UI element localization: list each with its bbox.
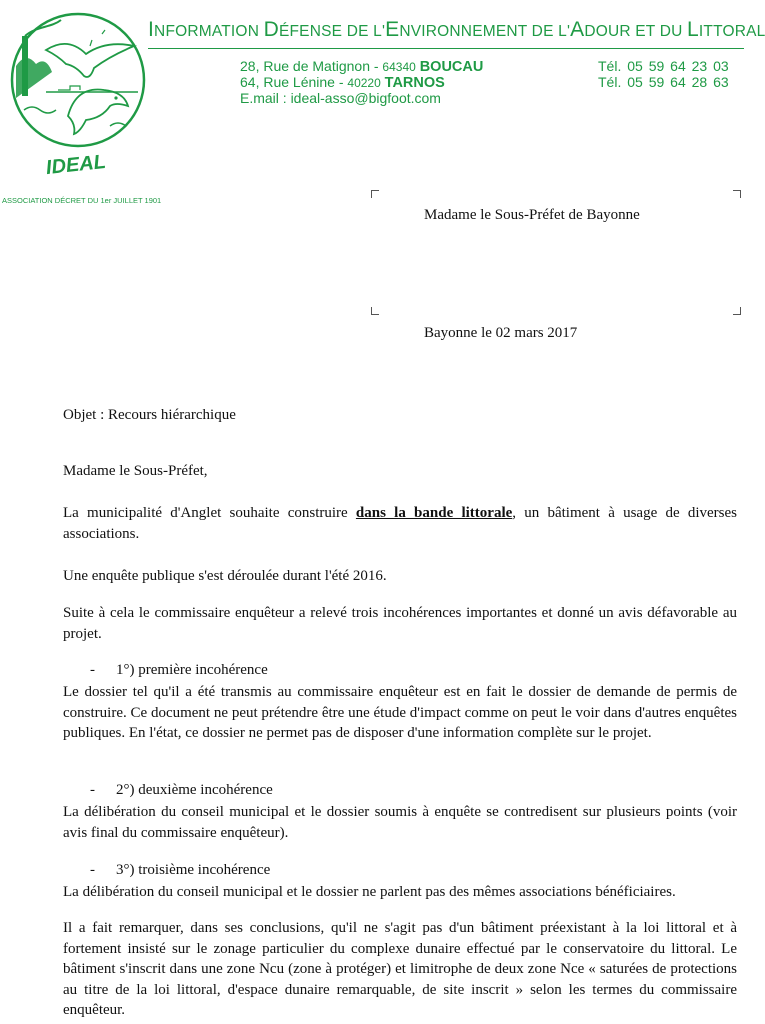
logo-text: IDEAL bbox=[44, 150, 107, 180]
item-text-1: Le dossier tel qu'il a été transmis au commissaire enquêteur est en fait le dossier de demande de permis de construire. Ce document ne peut prétendre être une étude d'impact comme on peut le voir dans d'autres enquêtes publiques. En l'état, ce dossier ne permet pas de disposer d'une information complète sur le projet. bbox=[63, 684, 737, 742]
phone-tarnos: Tél. 05 59 64 28 63 bbox=[598, 74, 729, 90]
letterhead-rule bbox=[148, 48, 744, 49]
subject-line: Objet : Recours hiérarchique bbox=[63, 407, 236, 423]
item-text-3: La délibération du conseil municipal et le dossier ne parlent pas des mêmes associations bénéficiaires. bbox=[63, 884, 676, 900]
paragraph-conclusions: Il a fait remarquer, dans ses conclusions, qu'il ne s'agit pas d'un bâtiment préexistant à la loi littoral et à fortement insisté sur le zonage particulier du complexe dunaire effectué par le conservatoire du littoral. Le bâtiment s'inscrit dans une zone Ncu (zone à protéger) et limitrophe de deux zone Nce « saturées de protections au titre de la loi littoral, d'espace dunaire remarquable, de site inscrit » selon les termes du commissaire enquêteur. bbox=[63, 920, 737, 1019]
item-title-2: - 2°) deuxième incohérence bbox=[90, 782, 273, 798]
item-text-2: La délibération du conseil municipal et le dossier soumis à enquête se contredisent sur plusieurs points (voir avis final du commissaire enquêteur). bbox=[63, 804, 737, 841]
window-corner-top-right bbox=[733, 190, 741, 198]
recipient: Madame le Sous-Préfet de Bayonne bbox=[424, 207, 640, 223]
item-title-1: - 1°) première incohérence bbox=[90, 662, 268, 678]
window-corner-bottom-right bbox=[733, 307, 741, 315]
salutation: Madame le Sous-Préfet, bbox=[63, 463, 208, 479]
item-title-3: - 3°) troisième incohérence bbox=[90, 862, 271, 878]
paragraph-project: La municipalité d'Anglet souhaite construire dans la bande littorale, un bâtiment à usage de diverses associations. bbox=[63, 505, 737, 542]
association-name: INFORMATION DÉFENSE DE L'ENVIRONNEMENT DE L'ADOUR ET DU LITTORAL bbox=[148, 18, 765, 41]
date-line: Bayonne le 02 mars 2017 bbox=[424, 325, 578, 341]
window-corner-bottom-left bbox=[371, 307, 379, 315]
address-tarnos: 64, Rue Lénine - 40220 TARNOS bbox=[240, 74, 445, 91]
phone-boucau: Tél. 05 59 64 23 03 bbox=[598, 58, 729, 74]
address-boucau: 28, Rue de Matignon - 64340 BOUCAU bbox=[240, 58, 484, 75]
paragraph-avis: Suite à cela le commissaire enquêteur a relevé trois incohérences importantes et donné un avis défavorable au projet. bbox=[63, 605, 737, 642]
window-corner-top-left bbox=[371, 190, 379, 198]
paragraph-enquete: Une enquête publique s'est déroulée durant l'été 2016. bbox=[63, 568, 387, 584]
email-link[interactable]: E.mail : ideal-asso@bigfoot.com bbox=[240, 90, 441, 106]
association-decree: ASSOCIATION DÉCRET DU 1er JUILLET 1901 bbox=[2, 196, 162, 205]
ideal-logo bbox=[6, 6, 146, 181]
emphasis-bande-littorale: dans la bande littorale bbox=[355, 505, 513, 521]
